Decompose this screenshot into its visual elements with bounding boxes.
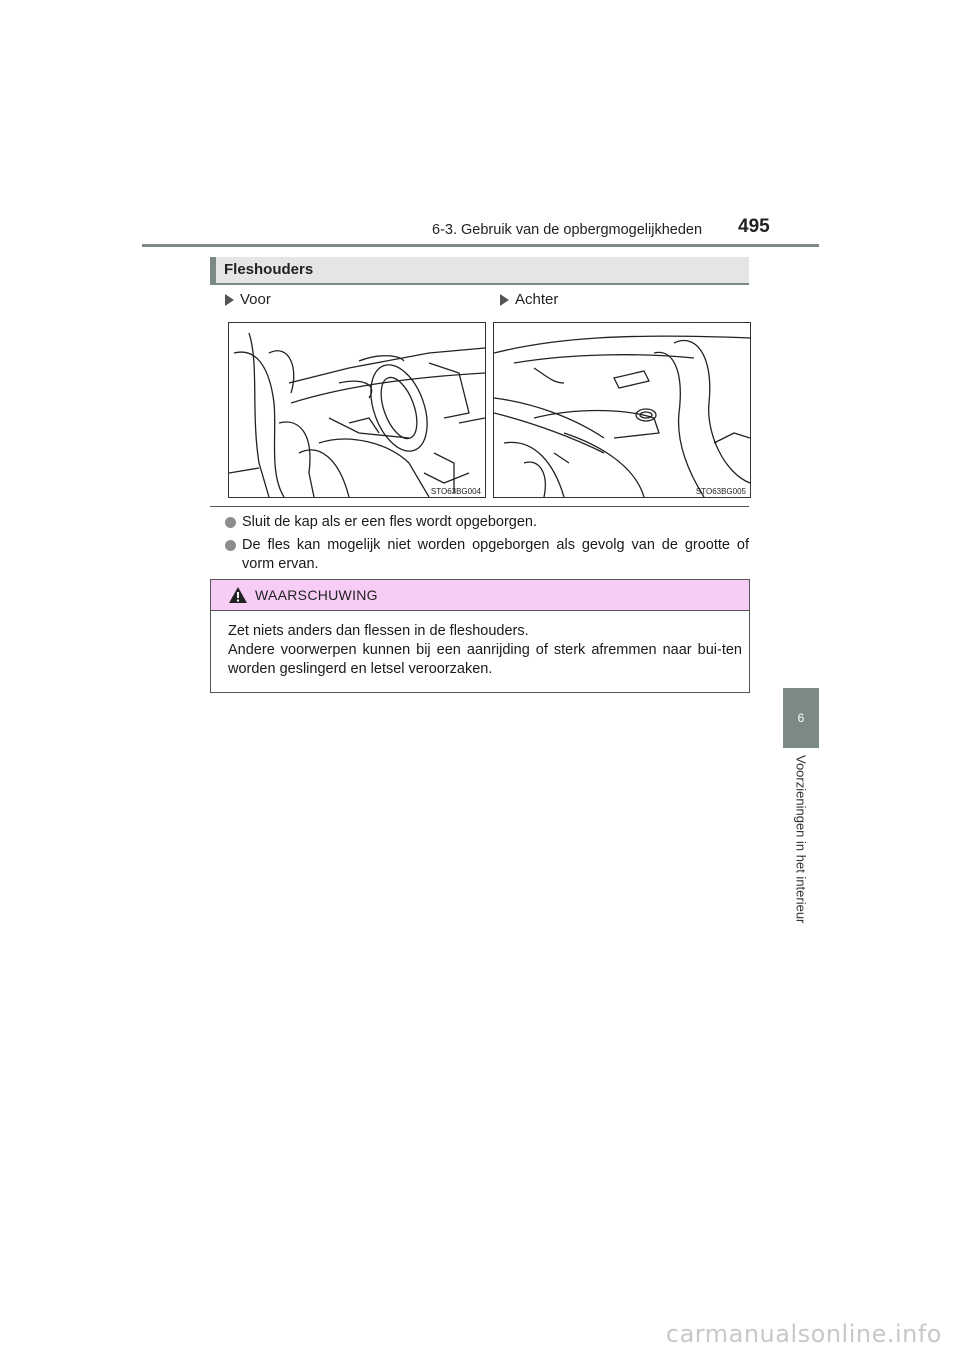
chapter-tab bbox=[783, 688, 819, 748]
warning-line-1: Zet niets anders dan flessen in de fleshouders. bbox=[228, 623, 529, 639]
bullet-item bbox=[225, 536, 749, 574]
bullet-text: De fles kan mogelijk niet worden opgeborgen als gevolg van de grootte of vorm ervan. bbox=[242, 537, 749, 572]
illustration-code-rear: STO63BG005 bbox=[695, 487, 746, 496]
illustration-code-front: STO63BG004 bbox=[430, 487, 481, 496]
rear-interior-drawing bbox=[494, 323, 750, 497]
section-title: Fleshouders bbox=[224, 261, 314, 278]
chapter-number: 6 bbox=[797, 711, 805, 725]
section-heading-bar bbox=[210, 257, 749, 285]
triangle-arrow-icon bbox=[500, 294, 509, 306]
bullet-icon bbox=[225, 540, 236, 551]
watermark-text: carmanualsonline.info bbox=[665, 1320, 942, 1348]
front-cupholder-illustration bbox=[228, 322, 486, 498]
chapter-title: Voorzieningen in het interieur bbox=[793, 755, 809, 924]
warning-line-2: Andere voorwerpen kunnen bij een aanrijding of sterk afremmen naar bui-ten worden geslingerd en letsel veroorzaken. bbox=[228, 642, 742, 677]
triangle-arrow-icon bbox=[225, 294, 234, 306]
warning-triangle-icon bbox=[228, 586, 248, 604]
subheading-front-label: Voor bbox=[240, 291, 271, 308]
running-header: 6-3. Gebruik van de opbergmogelijkheden bbox=[432, 222, 703, 238]
warning-body bbox=[228, 622, 742, 679]
subheading-rear bbox=[500, 291, 558, 308]
subheading-front bbox=[225, 291, 271, 308]
bullet-item bbox=[225, 513, 749, 532]
rear-cupholder-illustration bbox=[493, 322, 751, 498]
chapter-side-label bbox=[783, 755, 819, 955]
warning-header bbox=[211, 580, 749, 611]
page-number: 495 bbox=[738, 216, 770, 237]
subheading-rear-label: Achter bbox=[515, 291, 559, 308]
divider-rule bbox=[210, 506, 749, 507]
front-interior-drawing bbox=[229, 323, 485, 497]
header-rule bbox=[142, 244, 819, 247]
warning-title: WAARSCHUWING bbox=[255, 587, 378, 603]
warning-box bbox=[210, 579, 750, 693]
bullet-icon bbox=[225, 517, 236, 528]
bullet-text: Sluit de kap als er een fles wordt opgeborgen. bbox=[242, 514, 538, 530]
